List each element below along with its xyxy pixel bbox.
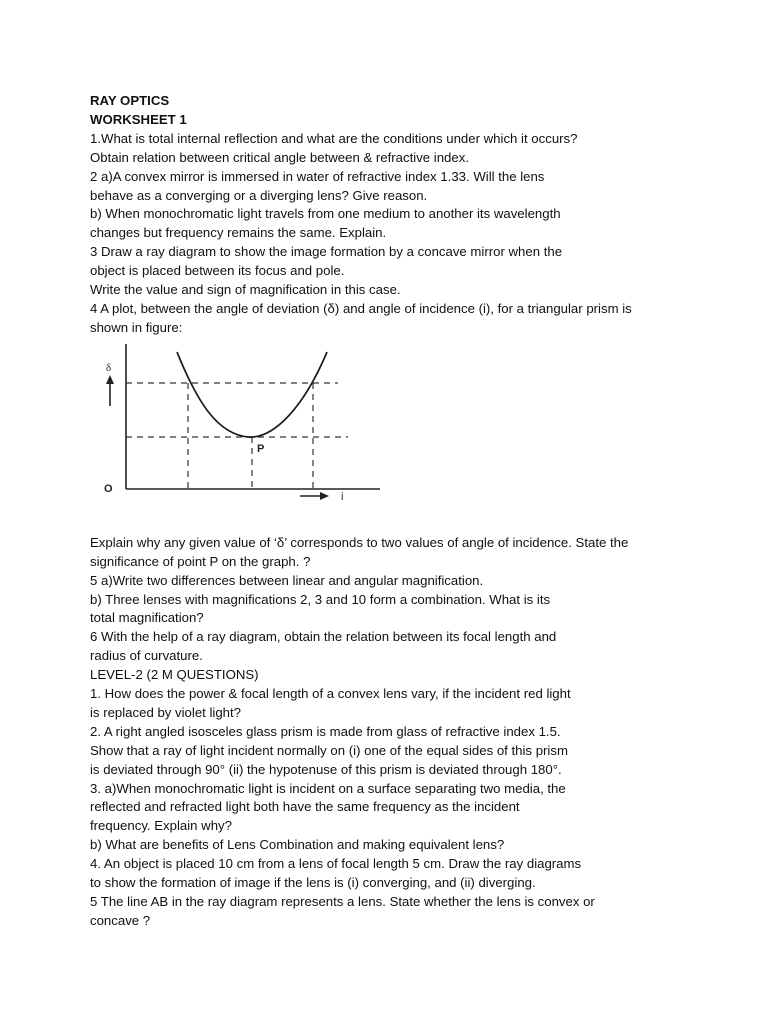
deviation-graph-svg — [98, 344, 388, 528]
question-text-line: 4. An object is placed 10 cm from a lens of focal length 5 cm. Draw the ray diagrams — [90, 856, 582, 872]
question-text-line: significance of point P on the graph. ? — [90, 553, 311, 569]
question-text-line: is deviated through 90° (ii) the hypotenuse of this prism is deviated through 180°. — [90, 761, 562, 777]
question-text-line: Write the value and sign of magnification in this case. — [90, 282, 401, 298]
question-text-line: frequency. Explain why? — [90, 818, 232, 834]
document-subtitle: WORKSHEET 1 — [90, 111, 187, 127]
y-axis-label: δ — [106, 361, 112, 374]
questions-part-1 — [90, 130, 690, 338]
question-text-line: is replaced by violet light? — [90, 704, 242, 720]
question-text-line: reflected and refracted light both have the same frequency as the incident — [90, 799, 520, 815]
question-text-line: total magnification? — [90, 610, 204, 626]
questions-part-2 — [90, 534, 690, 931]
question-text-line: object is placed between its focus and pole. — [90, 263, 345, 279]
question-text-line: b) What are benefits of Lens Combination and making equivalent lens? — [90, 837, 505, 853]
question-text-line: 1.What is total internal reflection and what are the conditions under which it occurs? — [90, 130, 578, 146]
question-text-line: 1. How does the power & focal length of a convex lens vary, if the incident red light — [90, 686, 571, 702]
question-text-line: 4 A plot, between the angle of deviation (δ) and angle of incidence (i), for a triangular prism is — [90, 300, 632, 316]
question-text-line: b) Three lenses with magnifications 2, 3 and 10 form a combination. What is its — [90, 591, 551, 607]
origin-label: O — [104, 482, 113, 495]
y-arrow-head — [106, 375, 114, 384]
worksheet-page — [90, 92, 690, 931]
question-text-line: 2. A right angled isosceles glass prism is made from glass of refractive index 1.5. — [90, 723, 561, 739]
question-text-line: b) When monochromatic light travels from one medium to another its wavelength — [90, 206, 561, 222]
x-arrow-head — [320, 492, 329, 500]
question-text-line: Explain why any given value of ‘δ’ corresponds to two values of angle of incidence. State the — [90, 534, 629, 550]
question-text-line: Show that a ray of light incident normally on (i) one of the equal sides of this prism — [90, 742, 568, 758]
point-p-label: P — [257, 442, 265, 455]
question-text-line: radius of curvature. — [90, 648, 203, 664]
question-text-line: to show the formation of image if the lens is (i) converging, and (ii) diverging. — [90, 875, 536, 891]
question-text-line: 3. a)When monochromatic light is incident on a surface separating two media, the — [90, 780, 566, 796]
x-axis-label: i — [341, 490, 344, 503]
question-text-line: 3 Draw a ray diagram to show the image formation by a concave mirror when the — [90, 244, 563, 260]
question-text-line: 5 The line AB in the ray diagram represents a lens. State whether the lens is convex or — [90, 894, 595, 909]
deviation-graph — [90, 344, 690, 528]
question-text-line: 6 With the help of a ray diagram, obtain the relation between its focal length and — [90, 629, 557, 645]
question-text-line: behave as a converging or a diverging lens? Give reason. — [90, 187, 428, 203]
deviation-curve — [177, 352, 327, 437]
question-text-line: LEVEL-2 (2 M QUESTIONS) — [90, 667, 259, 683]
question-text-line: shown in figure: — [90, 319, 183, 335]
question-text-line: 2 a)A convex mirror is immersed in water of refractive index 1.33. Will the lens — [90, 168, 545, 184]
question-text-line: Obtain relation between critical angle between & refractive index. — [90, 149, 469, 165]
document-title: RAY OPTICS — [90, 93, 170, 108]
question-text-line: changes but frequency remains the same. Explain. — [90, 225, 387, 241]
question-text-line: 5 a)Write two differences between linear and angular magnification. — [90, 572, 484, 588]
question-text-line: concave ? — [90, 912, 151, 928]
